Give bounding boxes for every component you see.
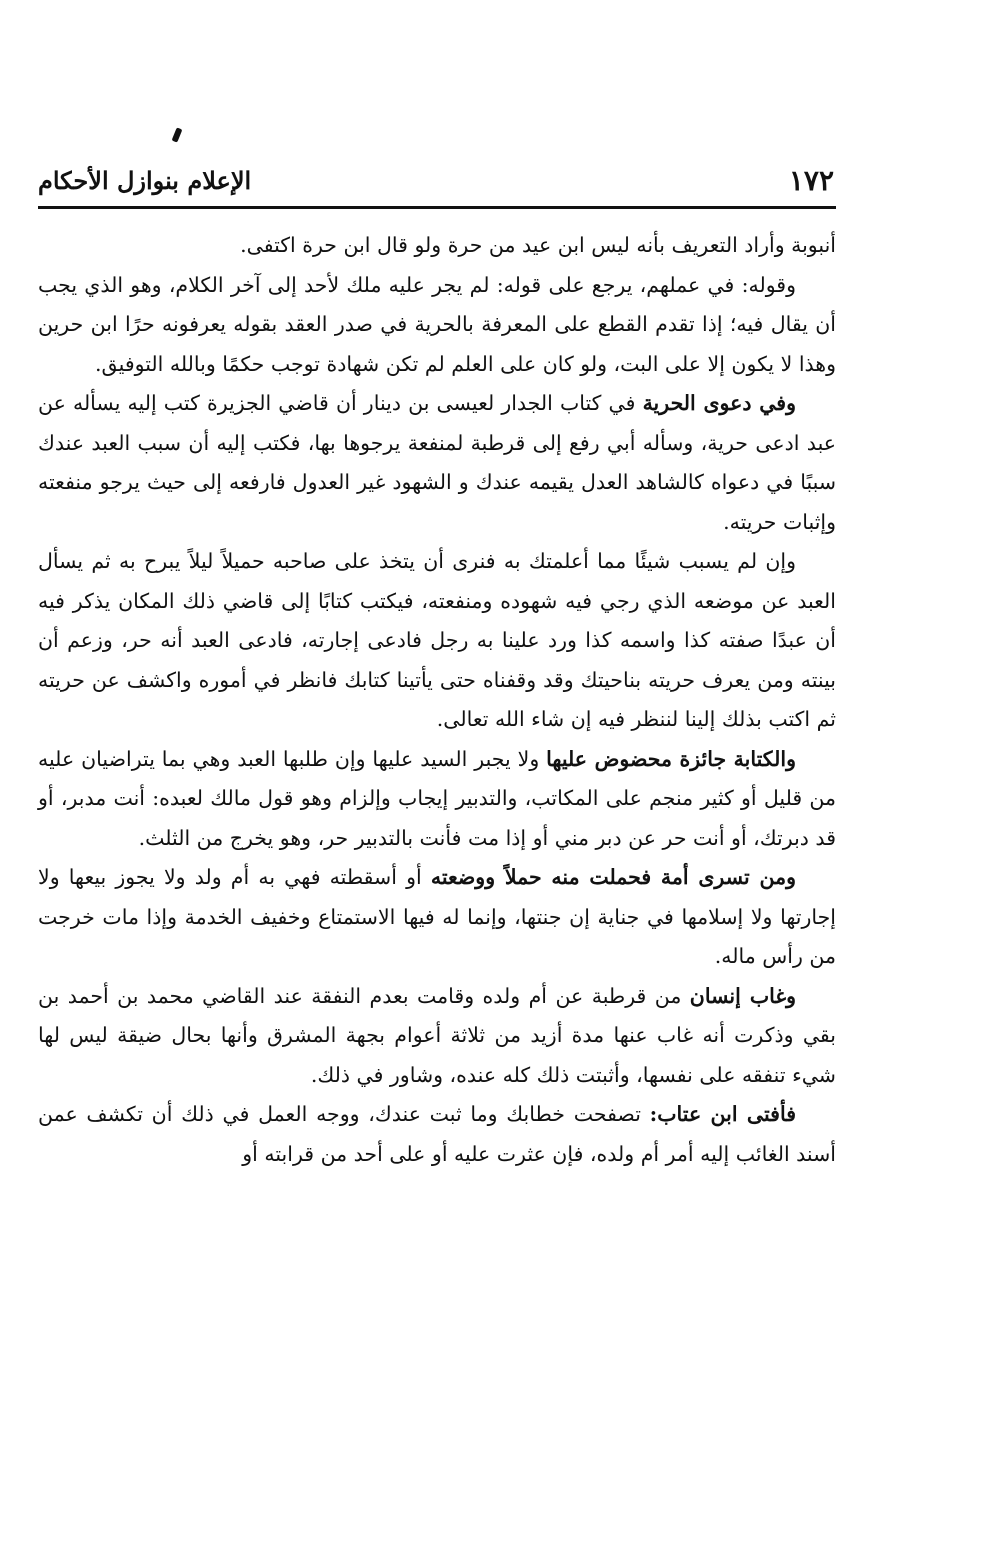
paragraph-lead: والكتابة جائزة محضوض عليها [546,746,796,771]
paragraph-text: أنبوبة وأراد التعريف بأنه ليس ابن عيد من حرة ولو قال ابن حرة اكتفى. [240,233,836,257]
header-rule [38,206,836,209]
paragraph-lead: وفي دعوى الحرية [642,391,796,415]
paragraph-8 [38,1095,836,1174]
paragraph-text: وإن لم يسبب شيئًا مما أعلمتك به فنرى أن يتخذ على صاحبه حميلاً ليلاً يبرح به ثم يسأل العبد عن موضعه الذي رجي فيه شهوده ومنفعته، فيكتب كتابًا إلى قاضي ذلك المكان يذكر فيه أن عبدًا صفته كذا واسمه كذا ورد علينا به رجل فادعى إجارته، فادعى العبد أنه حر، وزعم أن بينته ومن يعرف حريته بناحيتك وقد وقفناه حتى يأتينا كتابك فانظر في أموره واكشف عن حريته ثم اكتب بذلك إلينا لننظر فيه إن شاء الله تعالى. [38,549,836,731]
paragraph-lead: ومن تسرى أمة فحملت منه حملاً ووضعته [430,865,796,889]
paragraph-2 [38,266,836,385]
paragraph-text: أو أسقطته فهي به أم ولد ولا يجوز بيعها ولا إجارتها ولا إسلامها في جناية إن جنتها، وإنما له فيها الاستمتاع وخفيف الخدمة وإذا مات خرجت من رأس ماله. [38,865,836,968]
paragraph-text: وقوله: في عملهم، يرجع على قوله: لم يجر عليه ملك لأحد إلى آخر الكلام، وهو الذي يجب أن يقال فيه؛ إذا تقدم القطع على المعرفة بالحرية في صدر العقد بقوله يعرفونه حرًا ابن حرين وهذا لا يكون إلا على البت، ولو كان على العلم لم تكن شهادة توجب حكمًا وبالله التوفيق. [38,272,836,376]
paragraph-text: في كتاب الجدار لعيسى بن دينار أن قاضي الجزيرة كتب إليه يسأله عن عبد ادعى حرية، وسأله أبي رفع إلى قرطبة لمنفعة يرجوها بها، فكتب إليه أن سبب العبد عندك سببًا في دعواه كالشاهد العدل يقيمه عندك و الشهود غير العدول فارفعه إلى حيث يرجو منفعته وإثبات حريته. [38,391,836,534]
paragraph-3 [38,384,836,542]
margin-mark [172,127,183,142]
paragraph-text: من قرطبة عن أم ولده وقامت بعدم النفقة عند القاضي محمد بن أحمد بن بقي وذكرت أنه غاب عنها مدة أزيد من ثلاثة أعوام بجهة المشرق وأنها بحال ضيقة ليس لها شيء تنفقه على نفسها، وأثبتت ذلك كله عنده، وشاور في ذلك. [38,983,836,1087]
body-text [38,226,836,1174]
page-header [38,158,836,206]
page-number: ١٧٢ [788,164,834,197]
paragraph-lead: وغاب إنسان [689,983,796,1008]
paragraph-5 [38,740,836,859]
paragraph-7 [38,977,836,1096]
paragraph-4 [38,542,836,740]
paragraph-text: تصفحت خطابك وما ثبت عندك، ووجه العمل في ذلك أن تكشف عمن أسند الغائب إليه أمر أم ولده، فإن عثرت عليه أو على أحد من قرابته أو [38,1102,836,1166]
paragraph-6 [38,858,836,977]
paragraph-lead: فأفتى ابن عتاب: [649,1102,796,1126]
paragraph-1 [38,226,836,266]
paragraph-text: ولا يجبر السيد عليها وإن طلبها العبد وهي بما يتراضيان عليه من قليل أو كثير منجم على المكاتب، والتدبير إيجاب وإلزام وهو قول مالك لعبده: أنت مدبر، أو قد دبرتك، أو أنت حر عن دبر مني أو إذا مت فأنت بالتدبير حر، وهو يخرج من الثلث. [38,746,836,850]
running-title: الإعلام بنوازل الأحكام [38,166,252,195]
